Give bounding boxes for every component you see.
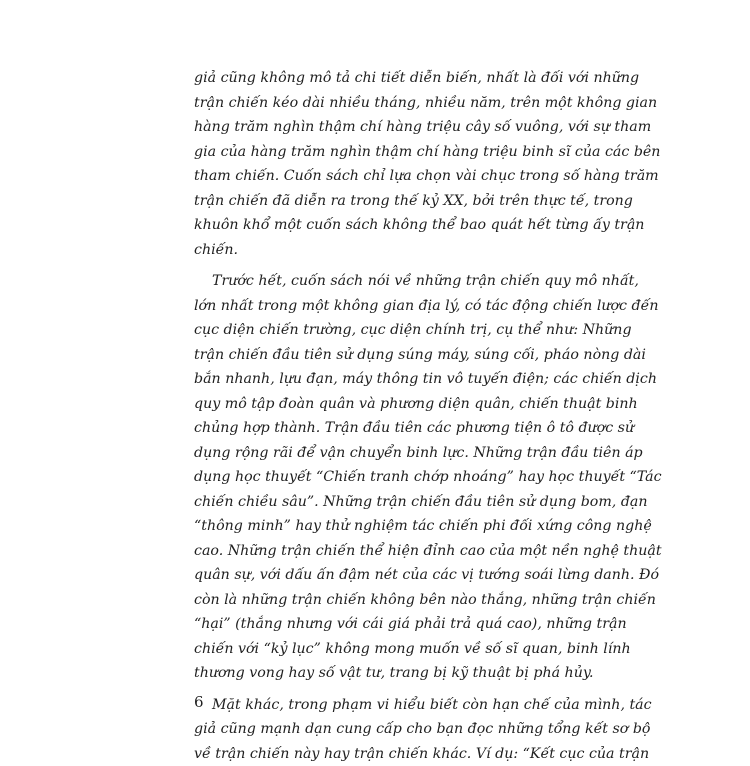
text-line: trận chiến kéo dài nhiều tháng, nhiều năm, trên một không gian [194,91,558,116]
text-line: trận chiến đầu tiên sử dụng súng máy, súng cối, pháo nòng dài [194,343,558,368]
text-line: thương vong hay số vật tư, trang bị kỹ thuật bị phá hủy. [194,661,558,686]
page-number: 6 [194,693,204,711]
text-line: giả cũng không mô tả chi tiết diễn biến, nhất là đối với những [194,66,558,91]
text-line: quân sự, với dấu ấn đậm nét của các vị tướng soái lừng danh. Đó [194,563,558,588]
text-line: chiến với “kỷ lục” không mong muốn về số sĩ quan, binh lính [194,637,558,662]
paragraph-2 [194,269,558,686]
text-line: chiến. [194,238,558,263]
text-line: giả cũng mạnh dạn cung cấp cho bạn đọc những tổng kết sơ bộ [194,717,558,742]
text-line: Trước hết, cuốn sách nói về những trận chiến quy mô nhất, [194,269,558,294]
paragraph-3 [194,693,558,766]
text-line: gia của hàng trăm nghìn thậm chí hàng triệu binh sĩ của các bên [194,140,558,165]
text-line: còn là những trận chiến không bên nào thắng, những trận chiến [194,588,558,613]
paragraph-1 [194,66,558,262]
text-line: “thông minh” hay thử nghiệm tác chiến phi đối xứng công nghệ [194,514,558,539]
text-line: về trận chiến này hay trận chiến khác. Ví dụ: “Kết cục của trận [194,742,558,766]
text-line: tham chiến. Cuốn sách chỉ lựa chọn vài chục trong số hàng trăm [194,164,558,189]
text-line: chủng hợp thành. Trận đầu tiên các phương tiện ô tô được sử [194,416,558,441]
body-text [194,66,558,766]
text-line: dụng rộng rãi để vận chuyển binh lực. Những trận đầu tiên áp [194,441,558,466]
text-line: trận chiến đã diễn ra trong thế kỷ XX, bởi trên thực tế, trong [194,189,558,214]
text-line: quy mô tập đoàn quân và phương diện quân, chiến thuật binh [194,392,558,417]
text-line: chiến chiều sâu”. Những trận chiến đầu tiên sử dụng bom, đạn [194,490,558,515]
text-line: hàng trăm nghìn thậm chí hàng triệu cây số vuông, với sự tham [194,115,558,140]
text-line: khuôn khổ một cuốn sách không thể bao quát hết từng ấy trận [194,213,558,238]
text-line: “hại” (thắng nhưng với cái giá phải trả quá cao), những trận [194,612,558,637]
text-line: cục diện chiến trường, cục diện chính trị, cụ thể như: Những [194,318,558,343]
text-line: bắn nhanh, lựu đạn, máy thông tin vô tuyến điện; các chiến dịch [194,367,558,392]
text-line: dụng học thuyết “Chiến tranh chớp nhoáng” hay học thuyết “Tác [194,465,558,490]
text-line: cao. Những trận chiến thể hiện đỉnh cao của một nền nghệ thuật [194,539,558,564]
text-line: lớn nhất trong một không gian địa lý, có tác động chiến lược đến [194,294,558,319]
text-line: Mặt khác, trong phạm vi hiểu biết còn hạn chế của mình, tác [194,693,558,718]
